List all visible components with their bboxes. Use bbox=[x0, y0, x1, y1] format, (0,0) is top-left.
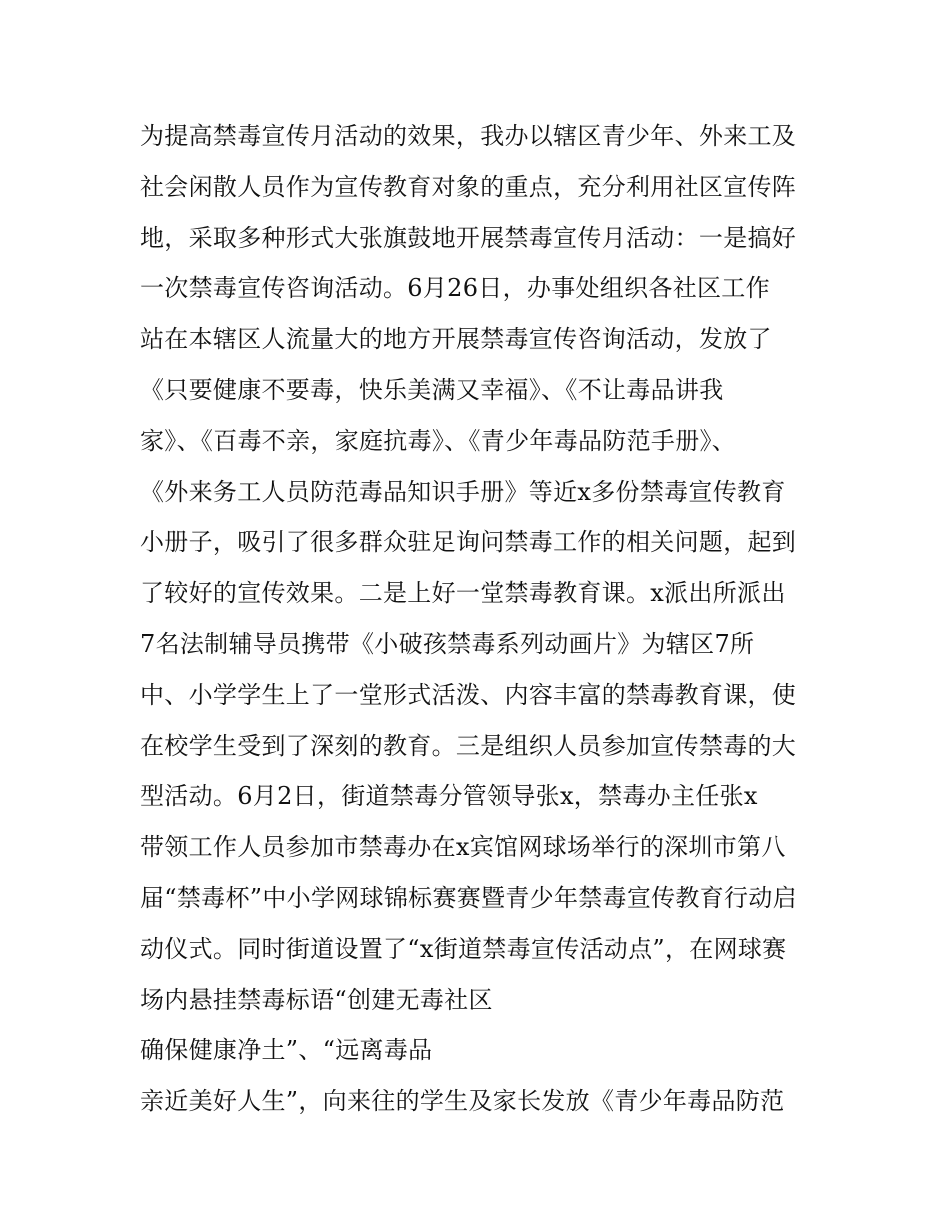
text-line: 了较好的宣传效果。二是上好一堂禁毒教育课。x派出所派出 bbox=[140, 579, 786, 608]
text-line: 亲近美好人生”，向来往的学生及家长发放《青少年毒品防范 bbox=[140, 1087, 785, 1116]
body-text bbox=[140, 111, 830, 1127]
text-line: 在校学生受到了深刻的教育。三是组织人员参加宣传禁毒的大 bbox=[140, 731, 797, 760]
text-line: 社会闲散人员作为宣传教育对象的重点，充分利用社区宣传阵 bbox=[140, 172, 797, 201]
text-line: 中、小学学生上了一堂形式活泼、内容丰富的禁毒教育课，使 bbox=[140, 680, 797, 709]
text-line: 型活动。6月2日，街道禁毒分管领导张x，禁毒办主任张x bbox=[140, 782, 758, 811]
text-line: 《只要健康不要毒，快乐美满又幸福》、《不让毒品讲我 bbox=[140, 375, 724, 404]
text-line: 站在本辖区人流量大的地方开展禁毒宣传咨询活动，发放了 bbox=[140, 325, 772, 354]
text-line: 家》、《百毒不亲，家庭抗毒》、《青少年毒品防范手册》、 bbox=[140, 426, 737, 455]
text-line: 为提高禁毒宣传月活动的效果，我办以辖区青少年、外来工及 bbox=[140, 122, 797, 150]
text-line: 动仪式。同时街道设置了“x街道禁毒宣传活动点”，在网球赛 bbox=[140, 934, 787, 963]
text-line: 届“禁毒杯”中小学网球锦标赛赛暨青少年禁毒宣传教育行动启 bbox=[140, 883, 797, 912]
text-line: 《外来务工人员防范毒品知识手册》等近x多份禁毒宣传教育 bbox=[140, 477, 786, 506]
text-line: 地，采取多种形式大张旗鼓地开展禁毒宣传月活动：一是搞好 bbox=[140, 223, 797, 252]
text-line: 小册子，吸引了很多群众驻足询问禁毒工作的相关问题，起到 bbox=[140, 528, 797, 557]
text-line: 确保健康净土”、“远离毒品 bbox=[140, 1036, 433, 1065]
text-line: 一次禁毒宣传咨询活动。6月26日，办事处组织各社区工作 bbox=[140, 274, 770, 303]
text-line: 场内悬挂禁毒标语“创建无毒社区 bbox=[140, 985, 493, 1014]
text-line: 带领工作人员参加市禁毒办在x宾馆网球场举行的深圳市第八 bbox=[140, 833, 786, 862]
text-line: 7名法制辅导员携带《小破孩禁毒系列动画片》为辖区7所 bbox=[140, 629, 755, 658]
